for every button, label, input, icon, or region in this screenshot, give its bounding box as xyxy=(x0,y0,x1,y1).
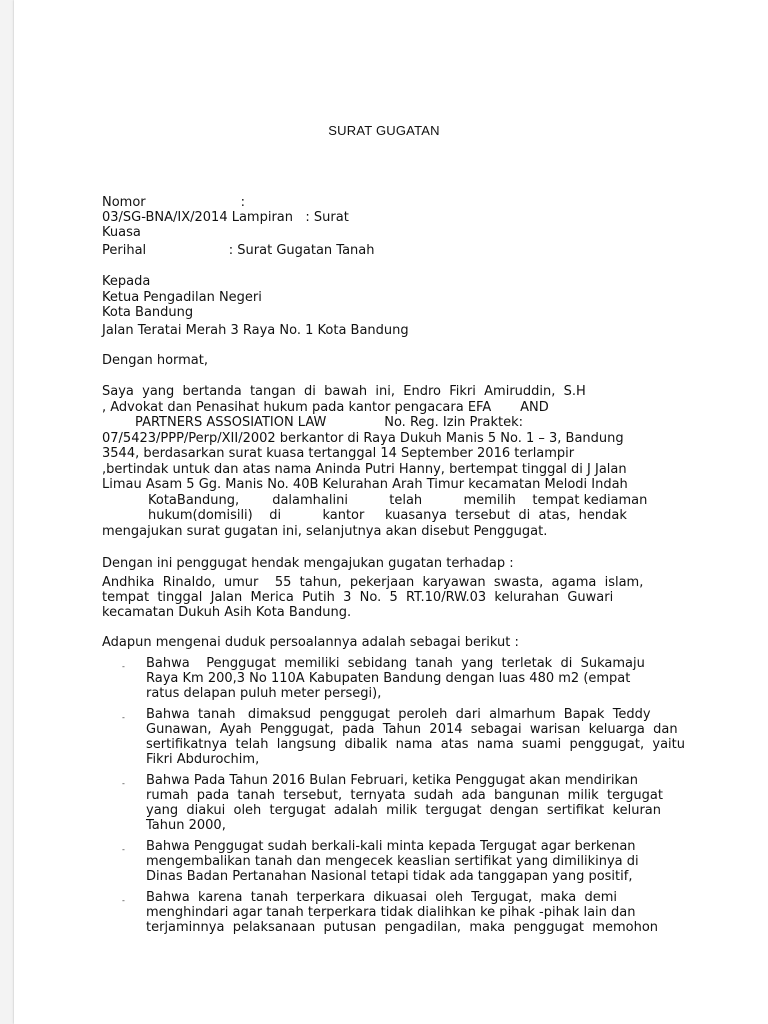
fact-line: Bahwa Penggugat memiliki sebidang tanah yang terletak di Sukamaju xyxy=(146,656,645,671)
fact-line: Bahwa karena tanah terperkara dikuasai oleh Tergugat, maka demi xyxy=(146,890,618,905)
letter-number-block xyxy=(102,195,668,240)
fact-line: mengembalikan tanah dan mengecek keaslian sertifikat yang dimilikinya di xyxy=(146,854,639,869)
fact-item xyxy=(122,656,668,701)
nomor-line: Nomor : xyxy=(102,195,246,210)
defendant-line: Andhika Rinaldo, umur 55 tahun, pekerjaan karyawan swasta, agama islam, xyxy=(102,575,644,590)
intro-line: mengajukan surat gugatan ini, selanjutnya akan disebut Penggugat. xyxy=(102,523,548,539)
fact-line: Dinas Badan Pertanahan Nasional tetapi tidak ada tanggapan yang positif, xyxy=(146,869,633,884)
defendant-line: kecamatan Dukuh Asih Kota Bandung. xyxy=(102,605,352,620)
perihal-line: Perihal : Surat Gugatan Tanah xyxy=(102,243,375,258)
bullet-marker: - xyxy=(122,779,125,788)
intro-paragraph xyxy=(102,384,668,539)
fact-item xyxy=(122,773,668,833)
bullet-marker: - xyxy=(122,896,125,905)
fact-line: Gunawan, Ayah Penggugat, pada Tahun 2014 sebagai warisan keluarga dan xyxy=(146,722,678,737)
intro-line: Limau Asam 5 Gg. Manis No. 40B Kelurahan Arah Timur kecamatan Melodi Indah xyxy=(102,477,628,492)
fact-line: ratus delapan puluh meter persegi), xyxy=(146,686,382,701)
greeting: Dengan hormat, xyxy=(102,353,209,368)
fact-item xyxy=(122,890,668,935)
intro-line: KotaBandung, dalamhalini telah memilih tempat kediaman xyxy=(148,492,648,508)
fact-line: Bahwa tanah dimaksud penggugat peroleh dari almarhum Bapak Teddy xyxy=(146,707,651,722)
recipient-block xyxy=(102,274,668,338)
document-title: SURAT GUGATAN xyxy=(328,123,440,138)
bullet-marker: - xyxy=(122,845,125,854)
recipient-line-2: Kota Bandung xyxy=(102,305,194,320)
nomor-value-lampiran: 03/SG-BNA/IX/2014 Lampiran : Surat xyxy=(102,210,349,225)
bullet-marker: - xyxy=(122,713,125,722)
intro-line: 3544, berdasarkan surat kuasa tertanggal 14 September 2016 terlampir xyxy=(102,446,575,461)
fact-line: Fikri Abdurochim, xyxy=(146,752,260,767)
fact-item xyxy=(122,707,685,767)
fact-line: Raya Km 200,3 No 110A Kabupaten Bandung dengan luas 480 m2 (empat xyxy=(146,671,631,686)
lampiran-value: Kuasa xyxy=(102,225,141,240)
intro-line: , Advokat dan Penasihat hukum pada kantor pengacara EFA AND xyxy=(102,399,549,415)
defendant-line: tempat tinggal Jalan Merica Putih 3 No. 5 RT.10/RW.03 kelurahan Guwari xyxy=(102,590,614,605)
kepada-label: Kepada xyxy=(102,274,151,289)
fact-line: yang diakui oleh tergugat adalah milik tergugat dengan sertifikat keluran xyxy=(146,803,661,818)
intro-line: ,bertindak untuk dan atas nama Aninda Putri Hanny, bertempat tinggal di J Jalan xyxy=(102,461,627,477)
defendant-intro: Dengan ini penggugat hendak mengajukan gugatan terhadap : xyxy=(102,556,514,571)
fact-line: Bahwa Pada Tahun 2016 Bulan Februari, ketika Penggugat akan mendirikan xyxy=(146,773,638,788)
intro-line: hukum(domisili) di kantor kuasanya tersebut di atas, hendak xyxy=(148,508,627,523)
fact-line: menghindari agar tanah terperkara tidak dialihkan ke pihak -pihak lain dan xyxy=(146,905,636,920)
recipient-address: Jalan Teratai Merah 3 Raya No. 1 Kota Bandung xyxy=(102,323,409,338)
fact-line: sertifikatnya telah langsung dibalik nama atas nama suami penggugat, yaitu xyxy=(146,737,685,752)
defendant-block xyxy=(102,575,668,620)
fact-line: terjaminnya pelaksanaan putusan pengadilan, maka penggugat memohon xyxy=(146,920,659,935)
bullet-marker: - xyxy=(122,662,125,671)
fact-item xyxy=(122,839,668,884)
intro-line: PARTNERS ASSOSIATION LAW No. Reg. Izin Praktek: xyxy=(102,415,524,430)
facts-list xyxy=(122,656,685,941)
fact-line: Bahwa Penggugat sudah berkali-kali minta kepada Tergugat agar berkenan xyxy=(146,839,636,854)
fact-line: rumah pada tanah tersebut, ternyata sudah ada bangunan milik tergugat xyxy=(146,788,663,803)
recipient-line-1: Ketua Pengadilan Negeri xyxy=(102,290,262,305)
facts-intro: Adapun mengenai duduk persoalannya adalah sebagai berikut : xyxy=(102,635,519,650)
fact-line: Tahun 2000, xyxy=(146,818,226,833)
intro-line: 07/5423/PPP/Perp/XII/2002 berkantor di Raya Dukuh Manis 5 No. 1 – 3, Bandung xyxy=(102,430,624,446)
intro-line: Saya yang bertanda tangan di bawah ini, Endro Fikri Amiruddin, S.H xyxy=(102,384,586,399)
